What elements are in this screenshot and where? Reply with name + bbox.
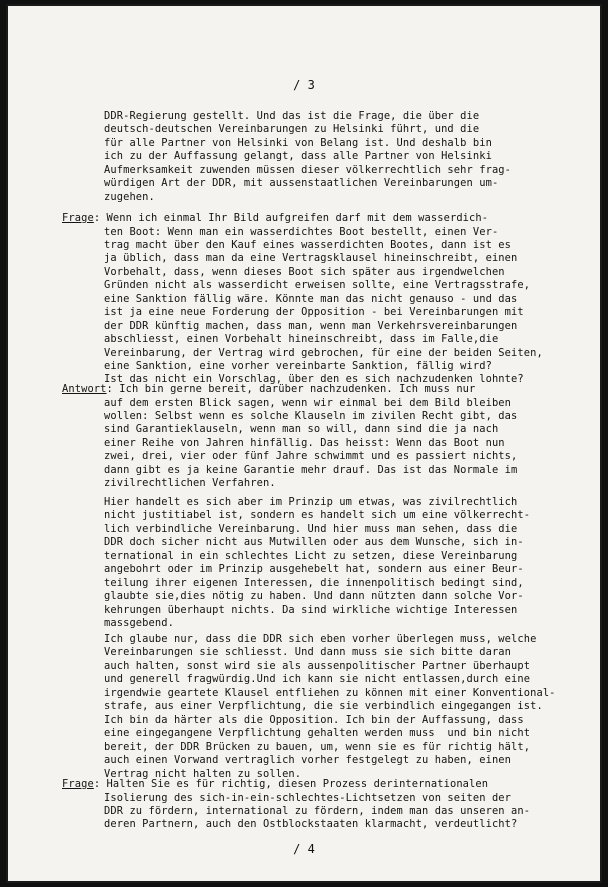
text-line: : Halten Sie es für richtig, diesen Prozess derinternationalen: [93, 778, 489, 790]
text-line: DDR zu fördern, international zu fördern, indem man das unseren an-: [104, 804, 531, 817]
text-line: würdigen Art der DDR, mit aussenstaatlichen Vereinbarungen um-: [104, 177, 499, 190]
text-line: ich zu der Auffassung gelangt, dass alle Partner von Helsinki: [104, 150, 492, 163]
text-line: zivilrechtlichen Verfahren.: [104, 477, 276, 490]
question-1-first-line: [62, 212, 488, 225]
text-line: einer Reihe von Jahren hinfällig. Das heisst: Wenn das Boot nun: [104, 436, 505, 449]
text-line: und generell fragwürdig.Und ich kann sie nicht entlassen,durch eine: [104, 673, 531, 686]
text-line: wollen: Selbst wenn es solche Klauseln im zivilen Recht gibt, das: [104, 409, 518, 422]
text-line: deren Partnern, auch den Ostblockstaaten klarmacht, verdeutlicht?: [104, 818, 518, 831]
question-2-first-line: [62, 778, 488, 791]
answer-body: [104, 397, 517, 491]
text-line: abschliesst, einen Vorbehalt hineinschreibt, dass im Falle,die: [104, 333, 499, 346]
text-line: DDR-Regierung gestellt. Und das ist die Frage, die über die: [104, 110, 480, 122]
text-line: lich verbindliche Vereinbarung. Und hier muss man sehen, dass die: [104, 522, 518, 535]
paragraph-intro: [104, 110, 511, 204]
question-2-body: [104, 792, 530, 832]
text-line: DDR doch sicher nicht aus Mutwillen oder aus dem Wunsche, sich in-: [104, 536, 524, 549]
text-line: Ich bin da härter als die Opposition. Ich bin der Auffassung, dass: [104, 713, 524, 726]
text-line: eine Sanktion fällig wäre. Könnte man das nicht genauso - und das: [104, 292, 518, 305]
text-line: Vereinbarungen sie schliesst. Und dann muss sie sich bitte daran: [104, 646, 512, 659]
text-line: trag macht über den Kauf eines wasserdichten Bootes, dann ist es: [104, 238, 512, 251]
page-number-bottom: / 4: [293, 842, 315, 856]
speaker-label-antwort: Antwort: [62, 383, 107, 395]
answer-first-line: [62, 383, 475, 396]
text-line: Gründen nicht als wasserdicht erweisen sollte, eine Vertragsstrafe,: [104, 279, 531, 292]
text-line: strafe, aus einer Verpflichtung, die sie verbindlich eingegangen ist.: [104, 700, 543, 713]
text-line: Ich glaube nur, dass die DDR sich eben vorher überlegen muss, welche: [104, 633, 537, 645]
text-line: angebohrt oder im Prinzip ausgehebelt hat, sondern aus einer Beur-: [104, 563, 524, 576]
question-1-body: [104, 226, 543, 387]
text-line: ja üblich, dass man da eine Vertragsklausel hineinschreibt, einen: [104, 252, 518, 265]
text-line: der DDR künftig machen, dass man, wenn man Verkehrsvereinbarungen: [104, 319, 518, 332]
text-line: deutsch-deutschen Vereinbarungen zu Helsinki führt, und die: [104, 123, 480, 136]
text-line: auch halten, sonst wird sie als aussenpolitischer Partner überhaupt: [104, 659, 531, 672]
text-line: Hier handelt es sich aber im Prinzip um etwas, was zivilrechtlich: [104, 496, 518, 508]
text-line: auf dem ersten Blick sagen, wenn wir einmal bei dem Bild bleiben: [104, 396, 512, 409]
text-line: zugehen.: [104, 190, 155, 203]
text-line: Aufmerksamkeit zuwenden müssen dieser völkerrechtlich sehr frag-: [104, 163, 512, 176]
text-line: eine eingegangene Verpflichtung gehalten werden muss und bin nicht: [104, 727, 531, 740]
text-line: eine Sanktion, eine vorher vereinbarte Sanktion, fällig wird?: [104, 360, 492, 373]
text-line: auch einen Vorwand vertraglich vorher festgelegt zu haben, einen: [104, 754, 512, 767]
text-line: Vorbehalt, dass, wenn dieses Boot sich später aus irgendwelchen: [104, 265, 505, 278]
text-line: ternational in ein schlechtes Licht zu setzen, diese Vereinbarung: [104, 549, 518, 562]
text-line: ten Boot: Wenn man ein wasserdichtes Boot bestellt, einen Ver-: [104, 225, 499, 238]
text-line: Isolierung des sich-in-ein-schlechtes-Lichtsetzen von seiten der: [104, 791, 512, 804]
text-line: : Ich bin gerne bereit, darüber nachzudenken. Ich muss nur: [106, 383, 476, 395]
text-line: irgendwie geartete Klausel entfliehen zu können mit einer Konventional-: [104, 686, 556, 699]
text-line: ist ja eine neue Forderung der Opposition - bei Vereinbarungen mit: [104, 306, 524, 319]
text-line: Vertrag nicht halten zu sollen.: [104, 767, 302, 780]
page-number-top: / 3: [293, 78, 315, 92]
text-line: zwei, drei, vier oder fünf Jahre schwimmt und es passiert nichts,: [104, 450, 518, 463]
document-page: [6, 4, 602, 883]
text-line: massgebend.: [104, 617, 174, 630]
text-line: glaubte sie,dies nötig zu haben. Und dann nützten dann solche Vor-: [104, 590, 524, 603]
speaker-label-frage: Frage: [62, 212, 94, 224]
text-line: sind Garantieklauseln, wenn man so will, dann sind die ja nach: [104, 423, 499, 436]
text-line: für alle Partner von Helsinki von Belang ist. Und deshalb bin: [104, 136, 492, 149]
text-line: kehrungen überhaupt nichts. Da sind wirkliche wichtige Interessen: [104, 603, 518, 616]
text-line: Ist das nicht ein Vorschlag, über den es sich nachzudenken lohnte?: [104, 373, 524, 386]
text-line: Vereinbarung, der Vertrag wird gebrochen, für eine der beiden Seiten,: [104, 346, 543, 359]
speaker-label-frage: Frage: [62, 778, 94, 790]
text-line: bereit, der DDR Brücken zu bauen, um, wenn sie es für richtig hält,: [104, 740, 531, 753]
text-line: dann gibt es ja keine Garantie mehr drauf. Das ist das Normale im: [104, 463, 518, 476]
paragraph-2: [104, 496, 530, 631]
text-line: teilung ihrer eigenen Interessen, die innenpolitisch bedingt sind,: [104, 576, 524, 589]
text-line: : Wenn ich einmal Ihr Bild aufgreifen darf mit dem wasserdich-: [93, 212, 489, 224]
text-line: nicht justitiabel ist, sondern es handelt sich um eine völkerrecht-: [104, 509, 531, 522]
paragraph-3: [104, 633, 556, 781]
